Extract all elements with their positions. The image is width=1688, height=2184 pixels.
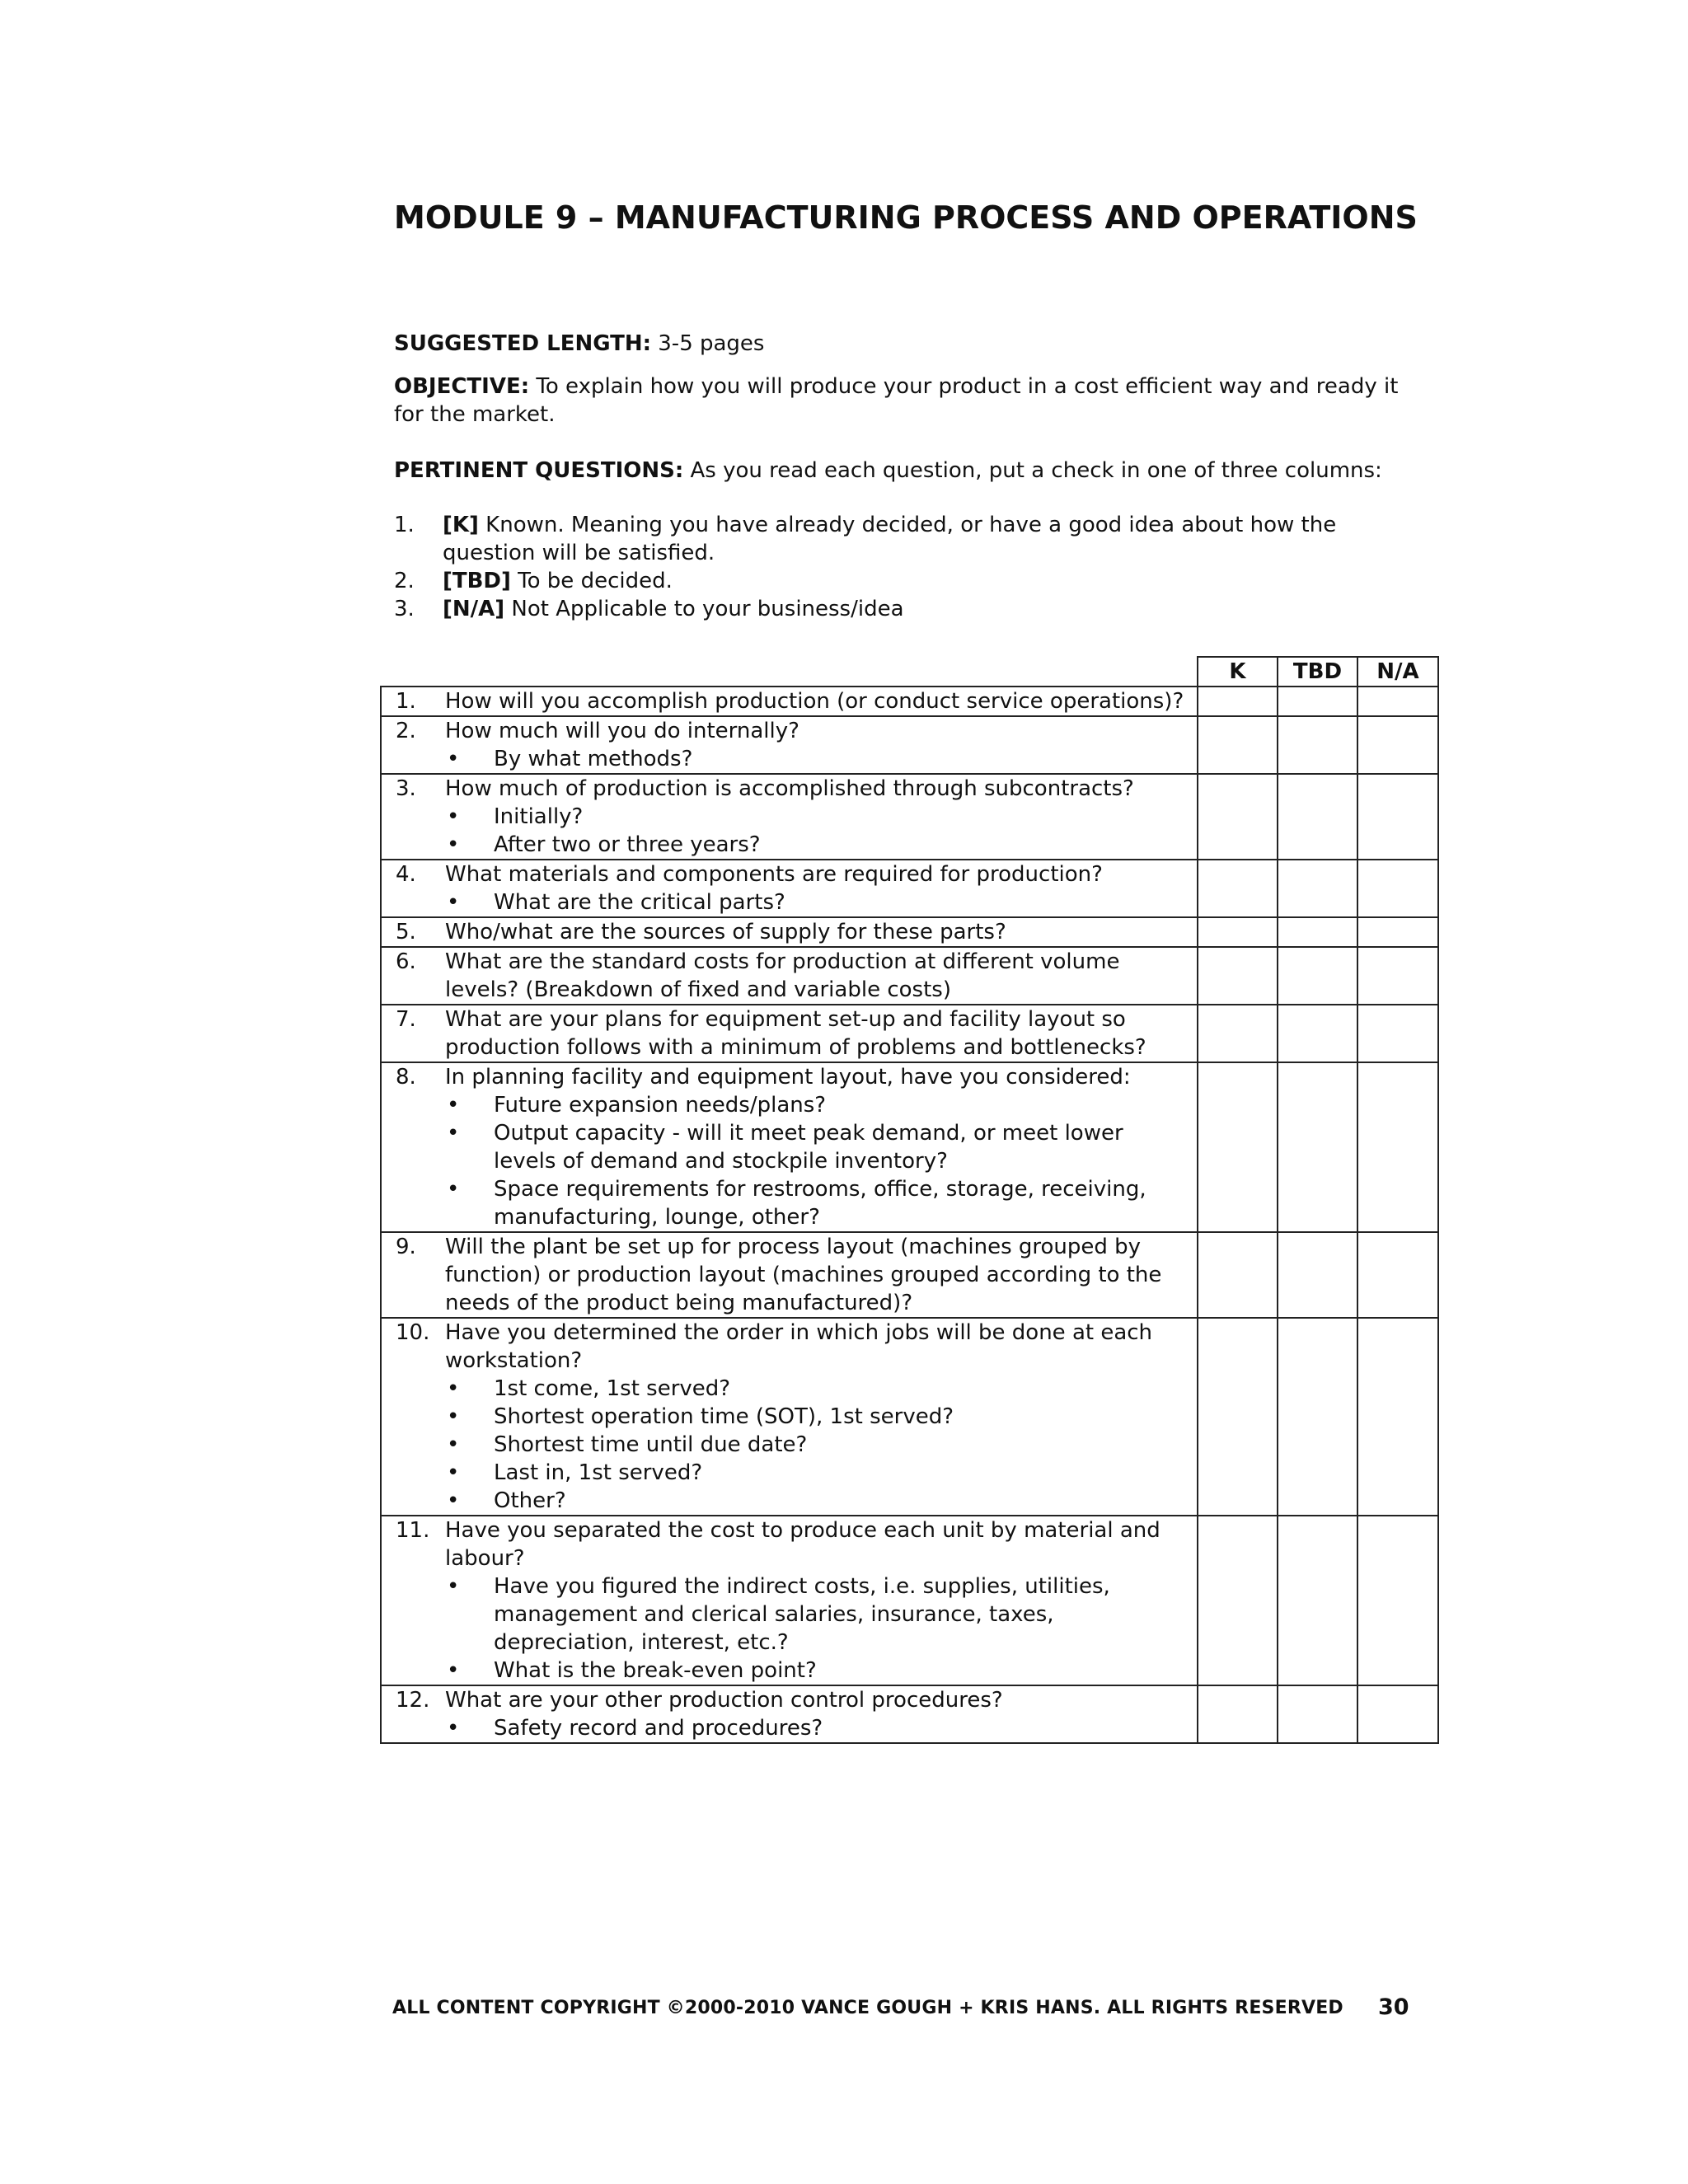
legend-text: To be decided. <box>510 569 673 593</box>
question-subitem: • Last in, 1st served? <box>396 1459 1189 1487</box>
question-subitem: • By what methods? <box>396 745 1189 773</box>
question-subitems <box>396 1091 1189 1231</box>
check-cell-na[interactable] <box>1357 860 1438 917</box>
question-subitems <box>396 803 1189 859</box>
question-subitem: • Output capacity - will it meet peak demand, or meet lower levels of demand and stockpile inventory? <box>396 1119 1189 1175</box>
pertinent-questions-label: PERTINENT QUESTIONS: <box>394 458 684 483</box>
legend-code: [TBD] <box>443 569 511 593</box>
check-cell-na[interactable] <box>1357 1232 1438 1318</box>
question-cell <box>381 1232 1198 1318</box>
pertinent-questions <box>394 457 1432 485</box>
question-text: Have you separated the cost to produce each unit by material and labour? <box>445 1518 1160 1571</box>
question-text: What are your other production control procedures? <box>445 1688 1003 1713</box>
table-row <box>381 917 1438 947</box>
question-subitem: • Initially? <box>396 803 1189 831</box>
footer-copyright: ALL CONTENT COPYRIGHT ©2000-2010 VANCE GOUGH + KRIS HANS. ALL RIGHTS RESERVED <box>392 1998 1343 2018</box>
question <box>396 948 1189 1004</box>
table-row <box>381 1005 1438 1062</box>
check-cell-tbd[interactable] <box>1278 1516 1357 1685</box>
legend-list <box>394 511 1432 623</box>
question-subitem: • Have you figured the indirect costs, i.e. supplies, utilities, management and clerical salaries, insurance, taxes, depreciation, interest, etc.? <box>396 1572 1189 1657</box>
question-text: What are your plans for equipment set-up and facility layout so production follows with a minimum of problems and bottlenecks? <box>445 1007 1146 1060</box>
table-row <box>381 687 1438 716</box>
legend-text: Known. Meaning you have already decided, or have a good idea about how the question will be satisfied. <box>443 513 1337 565</box>
column-header-tbd: TBD <box>1278 657 1357 687</box>
table-row <box>381 860 1438 917</box>
check-cell-tbd[interactable] <box>1278 947 1357 1005</box>
table-header-row <box>381 657 1438 687</box>
legend-number: 3. <box>394 597 415 621</box>
question-subitems <box>396 745 1189 773</box>
question-cell <box>381 716 1198 774</box>
check-cell-na[interactable] <box>1357 1685 1438 1743</box>
question-number: 1. <box>396 689 416 714</box>
question-number: 10. <box>396 1320 430 1345</box>
check-cell-k[interactable] <box>1198 1232 1278 1318</box>
question-text: How much of production is accomplished through subcontracts? <box>445 776 1134 801</box>
legend-number: 1. <box>394 513 415 537</box>
question-number: 5. <box>396 920 416 944</box>
question <box>396 687 1189 715</box>
question-number: 7. <box>396 1007 416 1032</box>
question-number: 9. <box>396 1235 416 1259</box>
legend-item <box>394 567 1432 595</box>
question-cell <box>381 917 1198 947</box>
check-cell-k[interactable] <box>1198 947 1278 1005</box>
question <box>396 717 1189 745</box>
question <box>396 860 1189 888</box>
check-cell-tbd[interactable] <box>1278 1232 1357 1318</box>
question-number: 3. <box>396 776 416 801</box>
question-subitem: • Safety record and procedures? <box>396 1714 1189 1742</box>
table-row <box>381 1685 1438 1743</box>
check-cell-na[interactable] <box>1357 947 1438 1005</box>
question-text: What are the standard costs for production at different volume levels? (Breakdown of fixed and variable costs) <box>445 949 1120 1002</box>
question-subitem: • Space requirements for restrooms, office, storage, receiving, manufacturing, lounge, other? <box>396 1175 1189 1231</box>
question-text: Will the plant be set up for process layout (machines grouped by function) or production layout (machines grouped according to the needs of the product being manufactured)? <box>445 1235 1162 1315</box>
check-cell-tbd[interactable] <box>1278 860 1357 917</box>
table-row <box>381 1516 1438 1685</box>
check-cell-na[interactable] <box>1357 774 1438 860</box>
check-cell-na[interactable] <box>1357 687 1438 716</box>
question <box>396 1005 1189 1062</box>
question-cell <box>381 947 1198 1005</box>
question <box>396 1233 1189 1317</box>
check-cell-k[interactable] <box>1198 917 1278 947</box>
question-cell <box>381 1005 1198 1062</box>
check-cell-na[interactable] <box>1357 1516 1438 1685</box>
question-number: 6. <box>396 949 416 974</box>
question <box>396 775 1189 803</box>
pertinent-questions-value: As you read each question, put a check in one of three columns: <box>683 458 1382 483</box>
check-cell-k[interactable] <box>1198 1005 1278 1062</box>
check-cell-k[interactable] <box>1198 860 1278 917</box>
question-subitems <box>396 1572 1189 1685</box>
question-subitem: • 1st come, 1st served? <box>396 1375 1189 1403</box>
question-cell <box>381 774 1198 860</box>
question-text: In planning facility and equipment layout, have you considered: <box>445 1065 1131 1090</box>
table-row <box>381 947 1438 1005</box>
check-cell-k[interactable] <box>1198 1516 1278 1685</box>
question-number: 2. <box>396 719 416 743</box>
question-cell <box>381 860 1198 917</box>
check-cell-tbd[interactable] <box>1278 1685 1357 1743</box>
check-cell-tbd[interactable] <box>1278 1318 1357 1516</box>
column-header-na: N/A <box>1357 657 1438 687</box>
table-row <box>381 1232 1438 1318</box>
check-cell-k[interactable] <box>1198 1318 1278 1516</box>
question-subitem: • What are the critical parts? <box>396 888 1189 916</box>
question-cell <box>381 1685 1198 1743</box>
question <box>396 1063 1189 1091</box>
question-subitems <box>396 1714 1189 1742</box>
objective-value: To explain how you will produce your product in a cost efficient way and ready it for the market. <box>394 374 1399 427</box>
table-row <box>381 1062 1438 1232</box>
question-cell <box>381 1516 1198 1685</box>
question <box>396 1319 1189 1375</box>
question-cell <box>381 1062 1198 1232</box>
question-number: 12. <box>396 1688 430 1713</box>
question-subitems <box>396 888 1189 916</box>
question-cell <box>381 1318 1198 1516</box>
check-cell-na[interactable] <box>1357 1062 1438 1232</box>
question-subitem: • Other? <box>396 1487 1189 1515</box>
check-cell-tbd[interactable] <box>1278 1005 1357 1062</box>
table-row <box>381 716 1438 774</box>
suggested-length <box>394 330 1432 358</box>
table-row <box>381 774 1438 860</box>
question-text: What materials and components are required for production? <box>445 862 1103 887</box>
check-cell-k[interactable] <box>1198 716 1278 774</box>
question-number: 8. <box>396 1065 416 1090</box>
question <box>396 918 1189 946</box>
question-subitem: • What is the break-even point? <box>396 1657 1189 1685</box>
check-cell-na[interactable] <box>1357 1005 1438 1062</box>
suggested-length-label: SUGGESTED LENGTH: <box>394 331 651 356</box>
question-number: 4. <box>396 862 416 887</box>
legend-item <box>394 595 1432 623</box>
check-cell-tbd[interactable] <box>1278 1062 1357 1232</box>
legend-code: [N/A] <box>443 597 505 621</box>
question-subitem: • Future expansion needs/plans? <box>396 1091 1189 1119</box>
check-cell-na[interactable] <box>1357 917 1438 947</box>
check-cell-k[interactable] <box>1198 774 1278 860</box>
question-text: Have you determined the order in which jobs will be done at each workstation? <box>445 1320 1153 1373</box>
question-number: 11. <box>396 1518 430 1543</box>
column-header-k: K <box>1198 657 1278 687</box>
check-cell-tbd[interactable] <box>1278 917 1357 947</box>
question-subitem: • After two or three years? <box>396 831 1189 859</box>
check-cell-k[interactable] <box>1198 1685 1278 1743</box>
question-text: Who/what are the sources of supply for these parts? <box>445 920 1006 944</box>
suggested-length-value: 3-5 pages <box>651 331 765 356</box>
check-cell-tbd[interactable] <box>1278 774 1357 860</box>
question-subitem: • Shortest operation time (SOT), 1st served? <box>396 1403 1189 1431</box>
objective-label: OBJECTIVE: <box>394 374 530 399</box>
question-subitem: • Shortest time until due date? <box>396 1431 1189 1459</box>
question-text: How much will you do internally? <box>445 719 799 743</box>
check-cell-k[interactable] <box>1198 687 1278 716</box>
page-title: MODULE 9 – MANUFACTURING PROCESS AND OPERATIONS <box>394 199 1418 236</box>
question <box>396 1686 1189 1714</box>
table-row <box>381 1318 1438 1516</box>
check-cell-k[interactable] <box>1198 1062 1278 1232</box>
table-header-blank <box>381 657 1198 687</box>
legend-number: 2. <box>394 569 415 593</box>
page-number: 30 <box>1378 1994 1409 2020</box>
objective <box>394 373 1432 429</box>
question-subitems <box>396 1375 1189 1515</box>
legend-item <box>394 511 1432 567</box>
check-cell-tbd[interactable] <box>1278 716 1357 774</box>
check-cell-na[interactable] <box>1357 716 1438 774</box>
check-cell-tbd[interactable] <box>1278 687 1357 716</box>
table-body <box>381 687 1438 1743</box>
legend-text: Not Applicable to your business/idea <box>504 597 904 621</box>
questions-table <box>380 656 1439 1744</box>
question <box>396 1516 1189 1572</box>
question-text: How will you accomplish production (or conduct service operations)? <box>445 689 1184 714</box>
check-cell-na[interactable] <box>1357 1318 1438 1516</box>
question-cell <box>381 687 1198 716</box>
legend-code: [K] <box>443 513 479 537</box>
